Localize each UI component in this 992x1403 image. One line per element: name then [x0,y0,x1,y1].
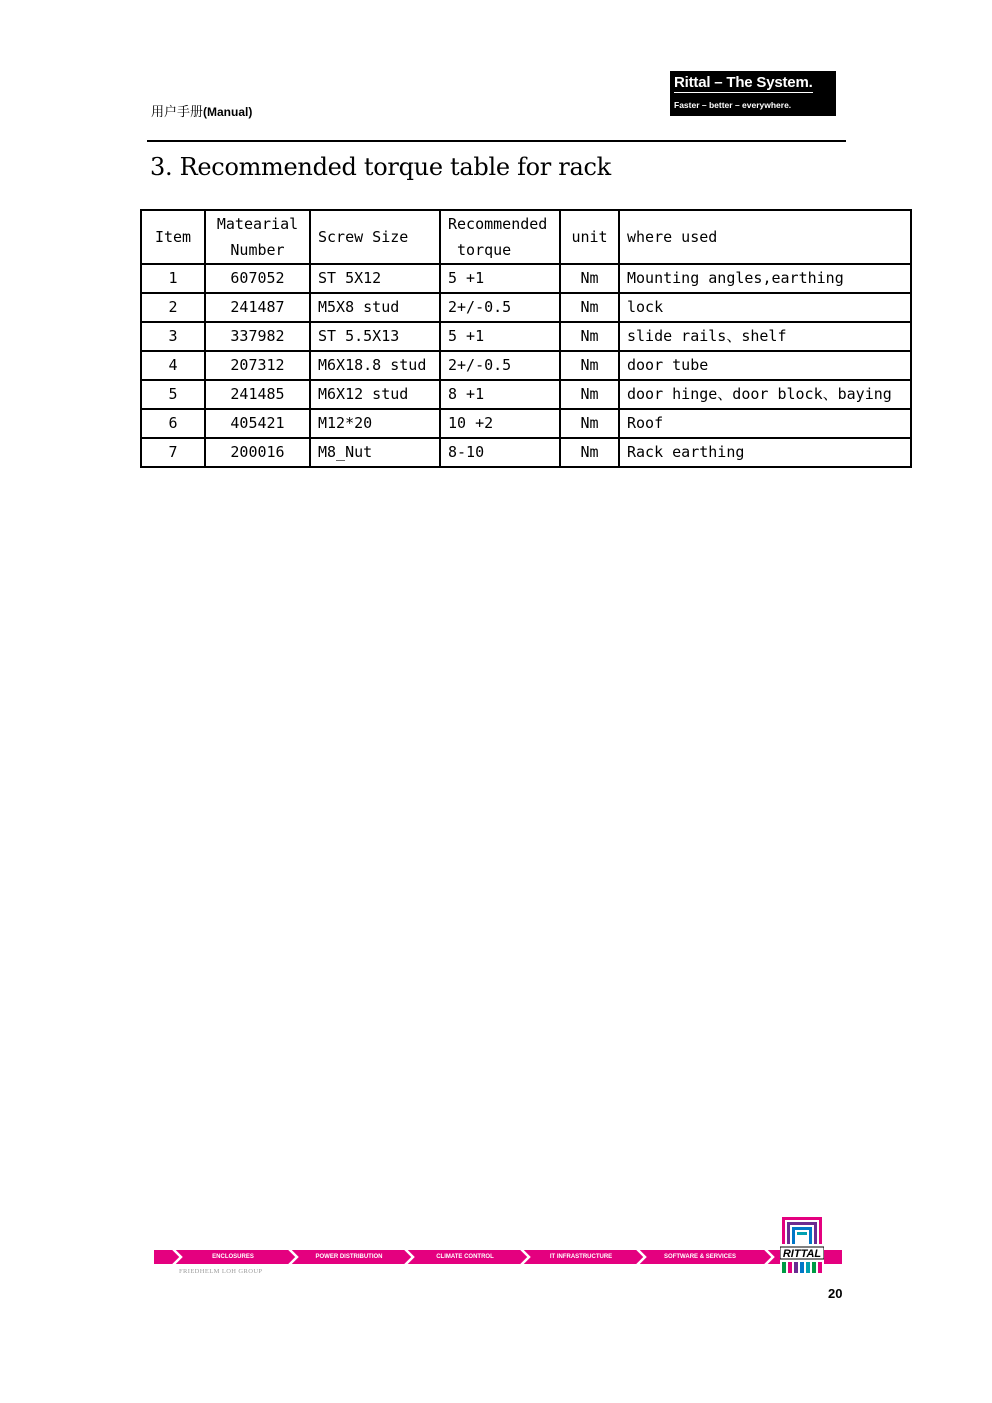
footer-segment-climate-control: CLIMATE CONTROL [436,1254,494,1260]
cell-torque: 10 +2 [440,409,560,438]
table-row [141,409,911,438]
cell-material-number: 241485 [205,380,310,409]
cell-material-number: 207312 [205,351,310,380]
cell-torque: 8 +1 [440,380,560,409]
footer-segment-software-services: SOFTWARE & SERVICES [664,1254,736,1260]
cell-material-number: 241487 [205,293,310,322]
cell-where-used: Mounting angles,earthing [619,264,911,293]
table-row [141,322,911,351]
header-where-used: where used [619,210,911,264]
cell-material-number: 607052 [205,264,310,293]
cell-unit: Nm [560,380,619,409]
cell-torque: 2+/-0.5 [440,351,560,380]
header-unit: unit [560,210,619,264]
header-screw-size: Screw Size [310,210,440,264]
cell-where-used: lock [619,293,911,322]
table-row [141,293,911,322]
cell-torque: 5 +1 [440,322,560,351]
footer-segment-enclosures: ENCLOSURES [212,1254,254,1260]
cell-where-used: door hinge、door block、baying [619,380,911,409]
rittal-logo-icon [780,1216,824,1274]
cell-torque: 2+/-0.5 [440,293,560,322]
manual-label-cn: 用户手册 [151,105,204,120]
brand-slogan-main: Rittal – The System. [674,74,813,91]
cell-where-used: slide rails、shelf [619,322,911,351]
cell-unit: Nm [560,409,619,438]
cell-item: 5 [141,380,205,409]
cell-material-number: 200016 [205,438,310,467]
cell-torque: 8-10 [440,438,560,467]
cell-item: 2 [141,293,205,322]
cell-screw-size: M8_Nut [310,438,440,467]
chevron-right-icon [518,1248,532,1266]
table-row [141,351,911,380]
cell-screw-size: M6X18.8 stud [310,351,440,380]
header-recommended-torque: Recommended torque [440,210,560,264]
header-material-number: Matearial Number [205,210,310,264]
manual-label-en: (Manual) [203,105,253,119]
cell-unit: Nm [560,322,619,351]
header-divider [147,140,846,142]
cell-item: 4 [141,351,205,380]
cell-torque: 5 +1 [440,264,560,293]
cell-screw-size: ST 5X12 [310,264,440,293]
cell-where-used: Roof [619,409,911,438]
cell-unit: Nm [560,293,619,322]
cell-material-number: 405421 [205,409,310,438]
footer-segment-it-infrastructure: IT INFRASTRUCTURE [549,1254,613,1260]
chevron-right-icon [762,1248,776,1266]
cell-material-number: 337982 [205,322,310,351]
cell-screw-size: M6X12 stud [310,380,440,409]
cell-item: 3 [141,322,205,351]
rittal-brand-logo [670,71,836,116]
footer-segment-power-distribution: POWER DISTRIBUTION [315,1254,383,1260]
cell-item: 1 [141,264,205,293]
manual-header-label [151,101,252,120]
cell-unit: Nm [560,351,619,380]
brand-slogan-sub: Faster – better – everywhere. [674,100,792,110]
chevron-right-icon [402,1248,416,1266]
cell-screw-size: ST 5.5X13 [310,322,440,351]
rittal-logo-text: RITTAL [782,1248,822,1260]
table-row [141,380,911,409]
cell-where-used: door tube [619,351,911,380]
table-row [141,438,911,467]
cell-unit: Nm [560,264,619,293]
cell-item: 7 [141,438,205,467]
cell-screw-size: M5X8 stud [310,293,440,322]
table-header-row [141,210,911,264]
cell-unit: Nm [560,438,619,467]
cell-item: 6 [141,409,205,438]
torque-table [140,209,912,468]
header-item: Item [141,210,205,264]
table-row [141,264,911,293]
cell-screw-size: M12*20 [310,409,440,438]
page-number: 20 [828,1286,843,1301]
section-title: 3. Recommended torque table for rack [150,153,611,181]
chevron-right-icon [170,1248,184,1266]
group-name-text: FRIEDHELM LOH GROUP [179,1268,263,1275]
chevron-right-icon [286,1248,300,1266]
cell-where-used: Rack earthing [619,438,911,467]
chevron-right-icon [634,1248,648,1266]
